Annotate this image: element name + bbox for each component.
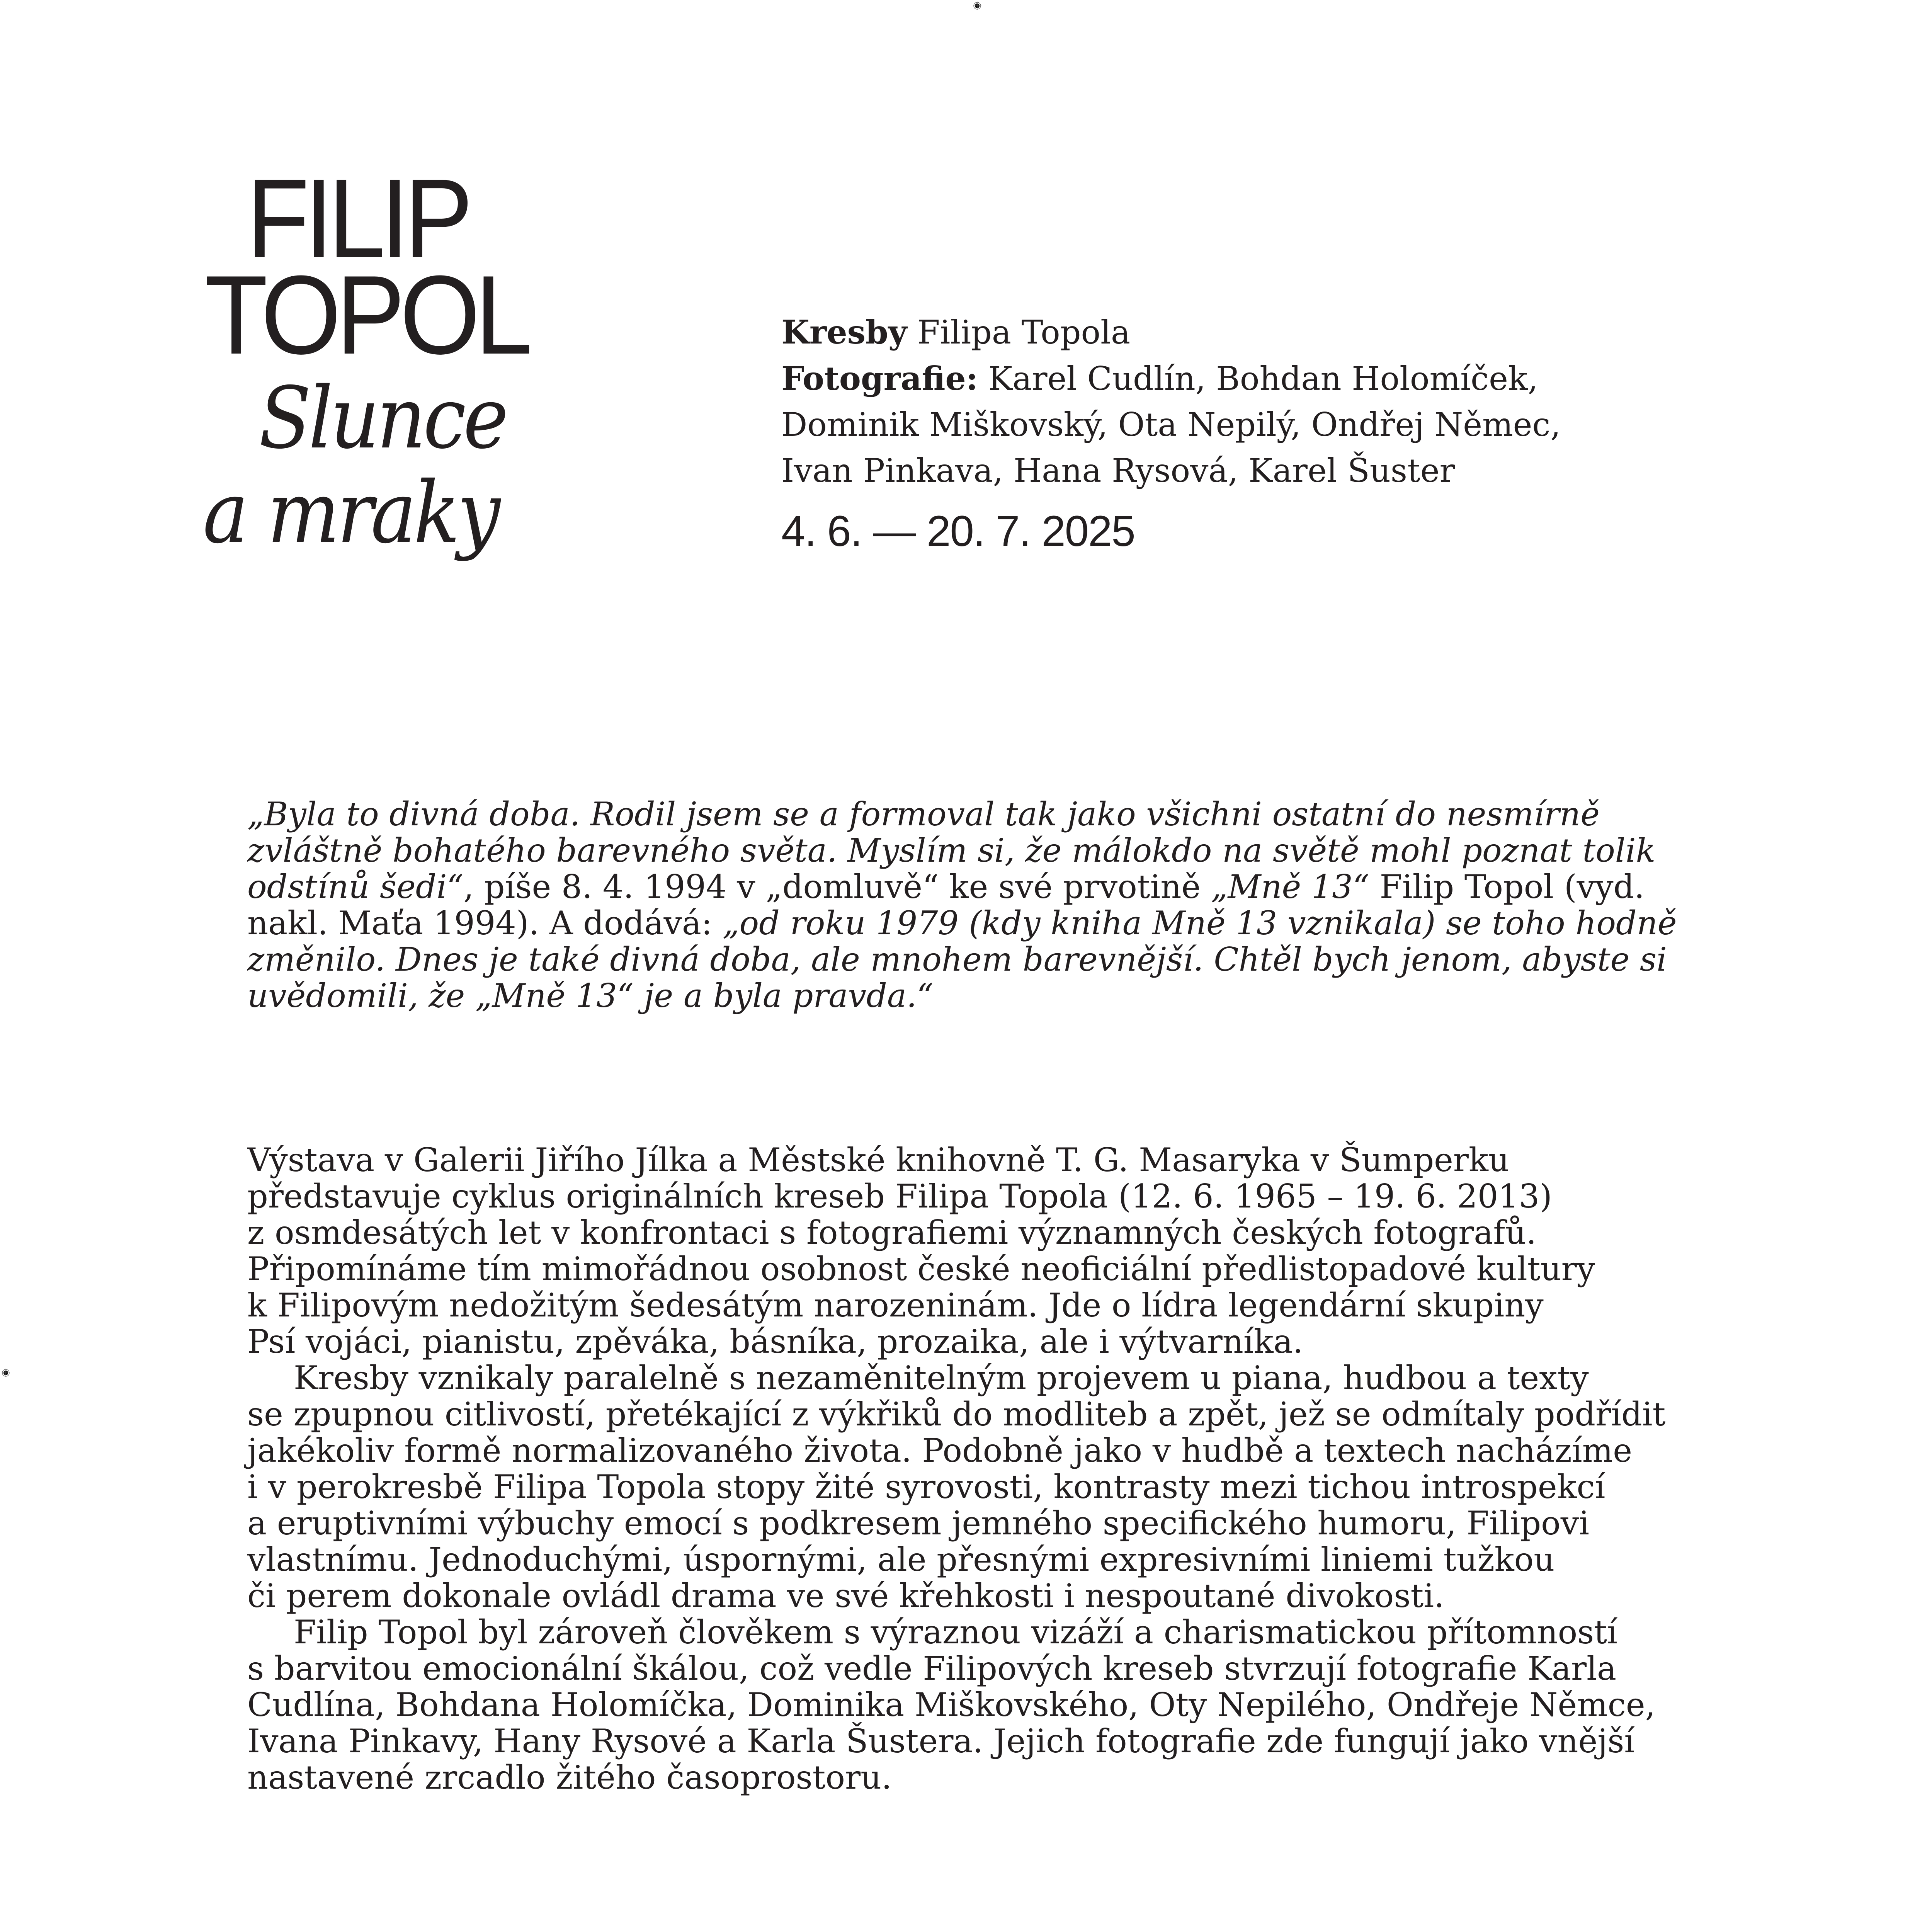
body-line: s barvitou emocionální škálou, což vedle Filipových kreseb stvrzují fotografie Karla (247, 1650, 1617, 1687)
subtitle-line-1: Slunce (259, 369, 506, 468)
quote-line-2: zvláštně bohatého barevného světa. Myslím si, že málokdo na světě mohl poznat tolik (247, 832, 1656, 869)
body-line: vlastnímu. Jednoduchými, úspornými, ale přesnými expresivními liniemi tužkou (247, 1541, 1555, 1578)
credits (781, 309, 1561, 494)
quote-line-4a: nakl. Maťa 1994). A dodává: (247, 904, 723, 942)
quote-line-5: změnilo. Dnes je také divná doba, ale mnohem barevnější. Chtěl bych jenom, abyste si (247, 940, 1667, 978)
title-name-first: FILIP (247, 156, 468, 281)
credits-photos (781, 355, 1561, 402)
body-line: Připomínáme tím mimořádnou osobnost české neoficiální předlistopadové kultury (247, 1250, 1595, 1288)
body-line: i v perokresbě Filipa Topola stopy žité syrovosti, kontrasty mezi tichou introspekcí (247, 1468, 1605, 1506)
body-line: či perem dokonale ovládl drama ve své křehkosti i nespoutané divokosti. (247, 1577, 1444, 1615)
photos-line-2: Dominik Miškovský, Ota Nepilý, Ondřej Němec, (781, 406, 1561, 444)
registration-mark-left (2, 1369, 10, 1377)
body-text (247, 1142, 1754, 1796)
body-line: se zpupnou citlivostí, přetékající z výkřiků do modliteb a zpět, jež se odmítaly podřídit (247, 1395, 1666, 1433)
quote-line-1: „Byla to divná doba. Rodil jsem se a formoval tak jako všichni ostatní do nesmírně (247, 795, 1600, 833)
body-line: a eruptivními výbuchy emocí s podkresem jemného specifického humoru, Filipovi (247, 1504, 1590, 1542)
body-line: jakékoliv formě normalizovaného života. Podobně jako v hudbě a textech nacházíme (247, 1432, 1632, 1469)
quote-line-3d: Filip Topol (vyd. (1369, 868, 1645, 906)
drawings-value: Filipa Topola (907, 313, 1131, 351)
body-line: Cudlína, Bohdana Holomíčka, Dominika Miškovského, Oty Nepilého, Ondřeje Němce, (247, 1686, 1656, 1724)
credits-drawings (781, 309, 1561, 355)
photos-line-3: Ivan Pinkava, Hana Rysová, Karel Šuster (781, 452, 1455, 490)
body-line: Psí vojáci, pianistu, zpěváka, básníka, prozaika, ale i výtvarníka. (247, 1323, 1303, 1361)
registration-mark-top (973, 2, 981, 10)
photos-line-1: Karel Cudlín, Bohdan Holomíček, (978, 360, 1538, 398)
body-line: nastavené zrcadlo žitého časoprostoru. (247, 1759, 892, 1796)
exhibition-dates: 4. 6. — 20. 7. 2025 (781, 507, 1135, 555)
quote-line-3b: , píše 8. 4. 1994 v „domluvě“ ke své prvotině (463, 868, 1211, 906)
photos-label: Fotografie: (781, 359, 978, 398)
quote-line-4b: „od roku 1979 (kdy kniha Mně 13 vznikala) se toho hodně (723, 904, 1677, 942)
body-line: Ivana Pinkavy, Hany Rysové a Karla Šustera. Jejich fotografie zde fungují jako vnější (247, 1722, 1635, 1760)
body-line: Filip Topol byl zároveň člověkem s výraznou vizáží a charismatickou přítomností (294, 1613, 1617, 1651)
body-line: k Filipovým nedožitým šedesátým narozeninám. Jde o lídra legendární skupiny (247, 1286, 1544, 1324)
body-line: Kresby vznikaly paralelně s nezaměnitelným projevem u piana, hudbou a texty (294, 1359, 1589, 1397)
title-block (203, 156, 746, 562)
title-name-last: TOPOL (205, 252, 528, 378)
quote-paragraph (247, 796, 1716, 1014)
subtitle-line-2: a mraky (203, 463, 498, 562)
body-line: z osmdesátých let v konfrontaci s fotografiemi významných českých fotografů. (247, 1214, 1537, 1252)
drawings-label: Kresby (781, 313, 907, 351)
quote-line-3a: odstínů šedi“ (247, 868, 464, 906)
quote-line-6: uvědomili, že „Mně 13“ je a byla pravda.“ (247, 977, 934, 1015)
body-line: představuje cyklus originálních kreseb Filipa Topola (12. 6. 1965 – 19. 6. 2013) (247, 1177, 1552, 1215)
body-line: Výstava v Galerii Jiřího Jílka a Městské knihovně T. G. Masaryka v Šumperku (247, 1141, 1509, 1179)
quote-line-3c: „Mně 13“ (1211, 868, 1369, 906)
